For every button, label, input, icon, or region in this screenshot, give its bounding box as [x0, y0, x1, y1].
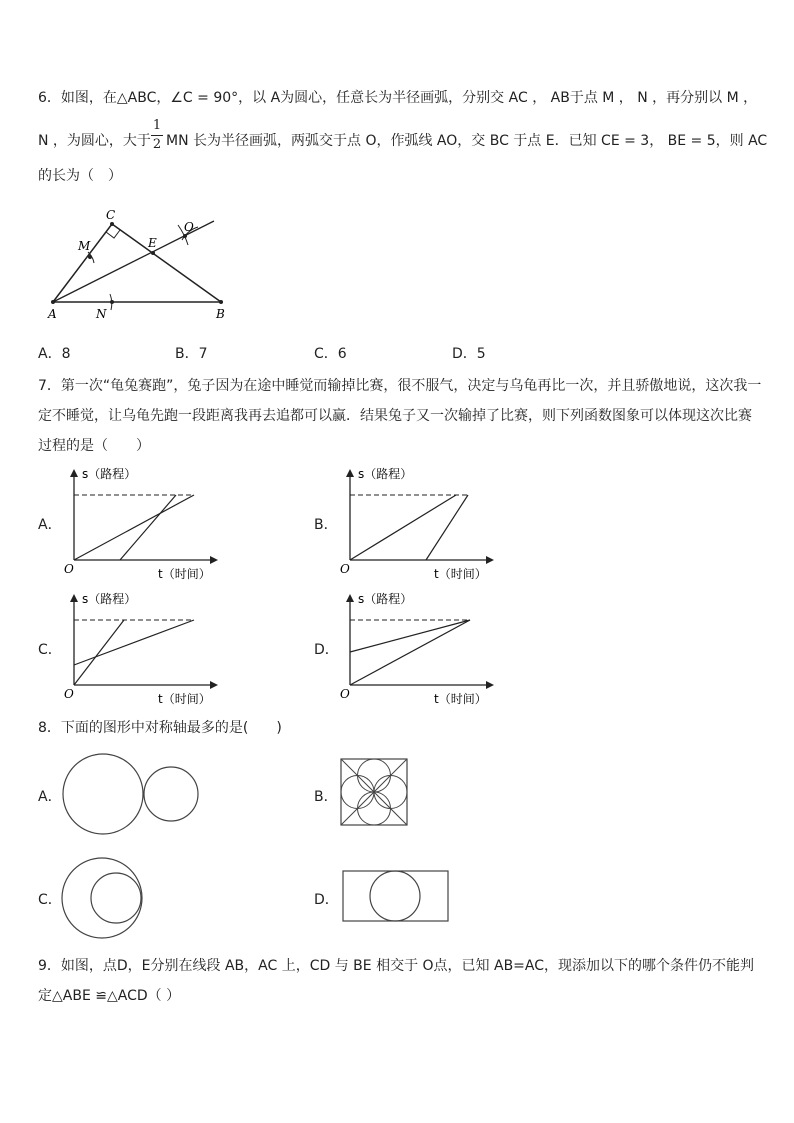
q6-fraction-numerator: 1 — [152, 118, 162, 133]
q6-fraction-bar — [151, 135, 163, 136]
rabbit-line — [350, 620, 470, 685]
q7-graph-d — [338, 590, 498, 710]
q7-line2: 定不睡觉，让乌龟先跑一段距离我再去追都可以赢．结果兔子又一次输掉了比赛，则下列函数图象可以体现这次比赛 — [38, 408, 752, 424]
label-c: C — [106, 208, 116, 222]
tortoise-line — [74, 495, 194, 560]
q8-figure-d — [340, 866, 460, 936]
point-c — [110, 222, 114, 226]
origin-label: O — [340, 687, 350, 701]
segment-ac — [53, 224, 112, 302]
x-axis-arrow — [486, 556, 494, 564]
label-m: M — [78, 239, 91, 253]
petal-bottom — [358, 792, 391, 825]
q6-option-a: A．8 — [38, 346, 71, 362]
x-axis-arrow — [210, 681, 218, 689]
q7-line1: 7．第一次“龟兔赛跑”，兔子因为在途中睡觉而输掉比赛，很不服气，决定与乌龟再比一次，并且骄傲地说，这次我一 — [38, 378, 762, 394]
rectangle — [343, 871, 448, 921]
point-e — [151, 251, 155, 255]
inscribed-circle — [370, 871, 420, 921]
origin-label: O — [64, 562, 74, 576]
y-axis-label: s（路程） — [358, 592, 413, 606]
y-axis-label: s（路程） — [82, 592, 137, 606]
y-axis-arrow — [70, 594, 78, 602]
q6-line1: 6．如图，在△ABC，∠C = 90°，以 A为圆心，任意长为半径画弧，分别交 AC ， AB于点 M ， N ，再分别以 M ， — [38, 90, 758, 106]
rabbit-line — [426, 495, 468, 560]
large-circle — [63, 754, 143, 834]
q9-line1: 9．如图，点D，E分别在线段 AB，AC 上，CD 与 BE 相交于 O点，已知 AB=AC，现添加以下的哪个条件仍不能判 — [38, 958, 755, 974]
q6-option-b: B．7 — [175, 346, 208, 362]
right-angle-mark — [106, 230, 120, 238]
point-n — [110, 300, 114, 304]
q8-line1: 8．下面的图形中对称轴最多的是( ) — [38, 720, 282, 736]
q7-option-a-letter: A． — [38, 517, 62, 533]
y-axis-arrow — [70, 469, 78, 477]
q8-figure-c — [60, 852, 160, 952]
q8-option-c-letter: C． — [38, 892, 62, 908]
x-axis-label: t（时间） — [434, 567, 487, 581]
petal-left — [341, 776, 374, 809]
label-a: A — [48, 307, 57, 321]
q9-line2: 定△ABE ≌△ACD（ ） — [38, 988, 181, 1004]
petal-top — [358, 759, 391, 792]
x-axis-label: t（时间） — [158, 692, 211, 706]
q7-graph-b — [338, 465, 498, 585]
tortoise-line — [74, 620, 194, 665]
q7-option-c-letter: C． — [38, 642, 62, 658]
q7-line3: 过程的是（ ） — [38, 438, 150, 454]
x-axis-label: t（时间） — [434, 692, 487, 706]
q8-option-a-letter: A． — [38, 789, 62, 805]
x-axis-arrow — [210, 556, 218, 564]
q8-figure-a — [60, 748, 210, 848]
label-b: B — [216, 307, 225, 321]
tortoise-line — [350, 495, 456, 560]
q7-graph-c — [62, 590, 222, 710]
q8-option-d-letter: D． — [314, 892, 339, 908]
y-axis-arrow — [346, 469, 354, 477]
q6-fraction-denominator: 2 — [152, 137, 162, 152]
label-o: O — [184, 220, 194, 234]
q6-fraction — [151, 118, 163, 153]
y-axis-arrow — [346, 594, 354, 602]
tortoise-line — [350, 620, 470, 652]
point-o — [183, 234, 187, 238]
q7-graph-a — [62, 465, 222, 585]
x-axis-label: t（时间） — [158, 567, 211, 581]
q6-line2-part-a: N ，为圆心，大于 — [38, 133, 151, 149]
point-b — [219, 300, 223, 304]
label-n: N — [96, 307, 107, 321]
q7-option-d-letter: D． — [314, 642, 339, 658]
rabbit-line — [120, 495, 176, 560]
q7-option-b-letter: B． — [314, 517, 338, 533]
origin-label: O — [64, 687, 74, 701]
q6-option-d: D．5 — [452, 346, 486, 362]
point-a — [51, 300, 55, 304]
x-axis-arrow — [486, 681, 494, 689]
q6-triangle-figure — [38, 205, 238, 325]
rabbit-line — [74, 620, 124, 685]
label-e: E — [148, 236, 157, 250]
q6-line2-part-b: MN 长为半径画弧，两弧交于点 O，作弧线 AO，交 BC 于点 E．已知 CE = 3， BE = 5，则 AC — [166, 133, 768, 149]
inner-circle — [91, 873, 141, 923]
point-m — [88, 255, 92, 259]
y-axis-label: s（路程） — [358, 467, 413, 481]
q6-line3: 的长为（ ） — [38, 168, 122, 184]
small-circle — [144, 767, 198, 821]
q6-option-c: C．6 — [314, 346, 347, 362]
outer-circle — [62, 858, 142, 938]
segment-cb — [112, 224, 221, 302]
y-axis-label: s（路程） — [82, 467, 137, 481]
petal-right — [374, 776, 407, 809]
q8-figure-b — [336, 754, 416, 834]
origin-label: O — [340, 562, 350, 576]
q8-option-b-letter: B． — [314, 789, 338, 805]
